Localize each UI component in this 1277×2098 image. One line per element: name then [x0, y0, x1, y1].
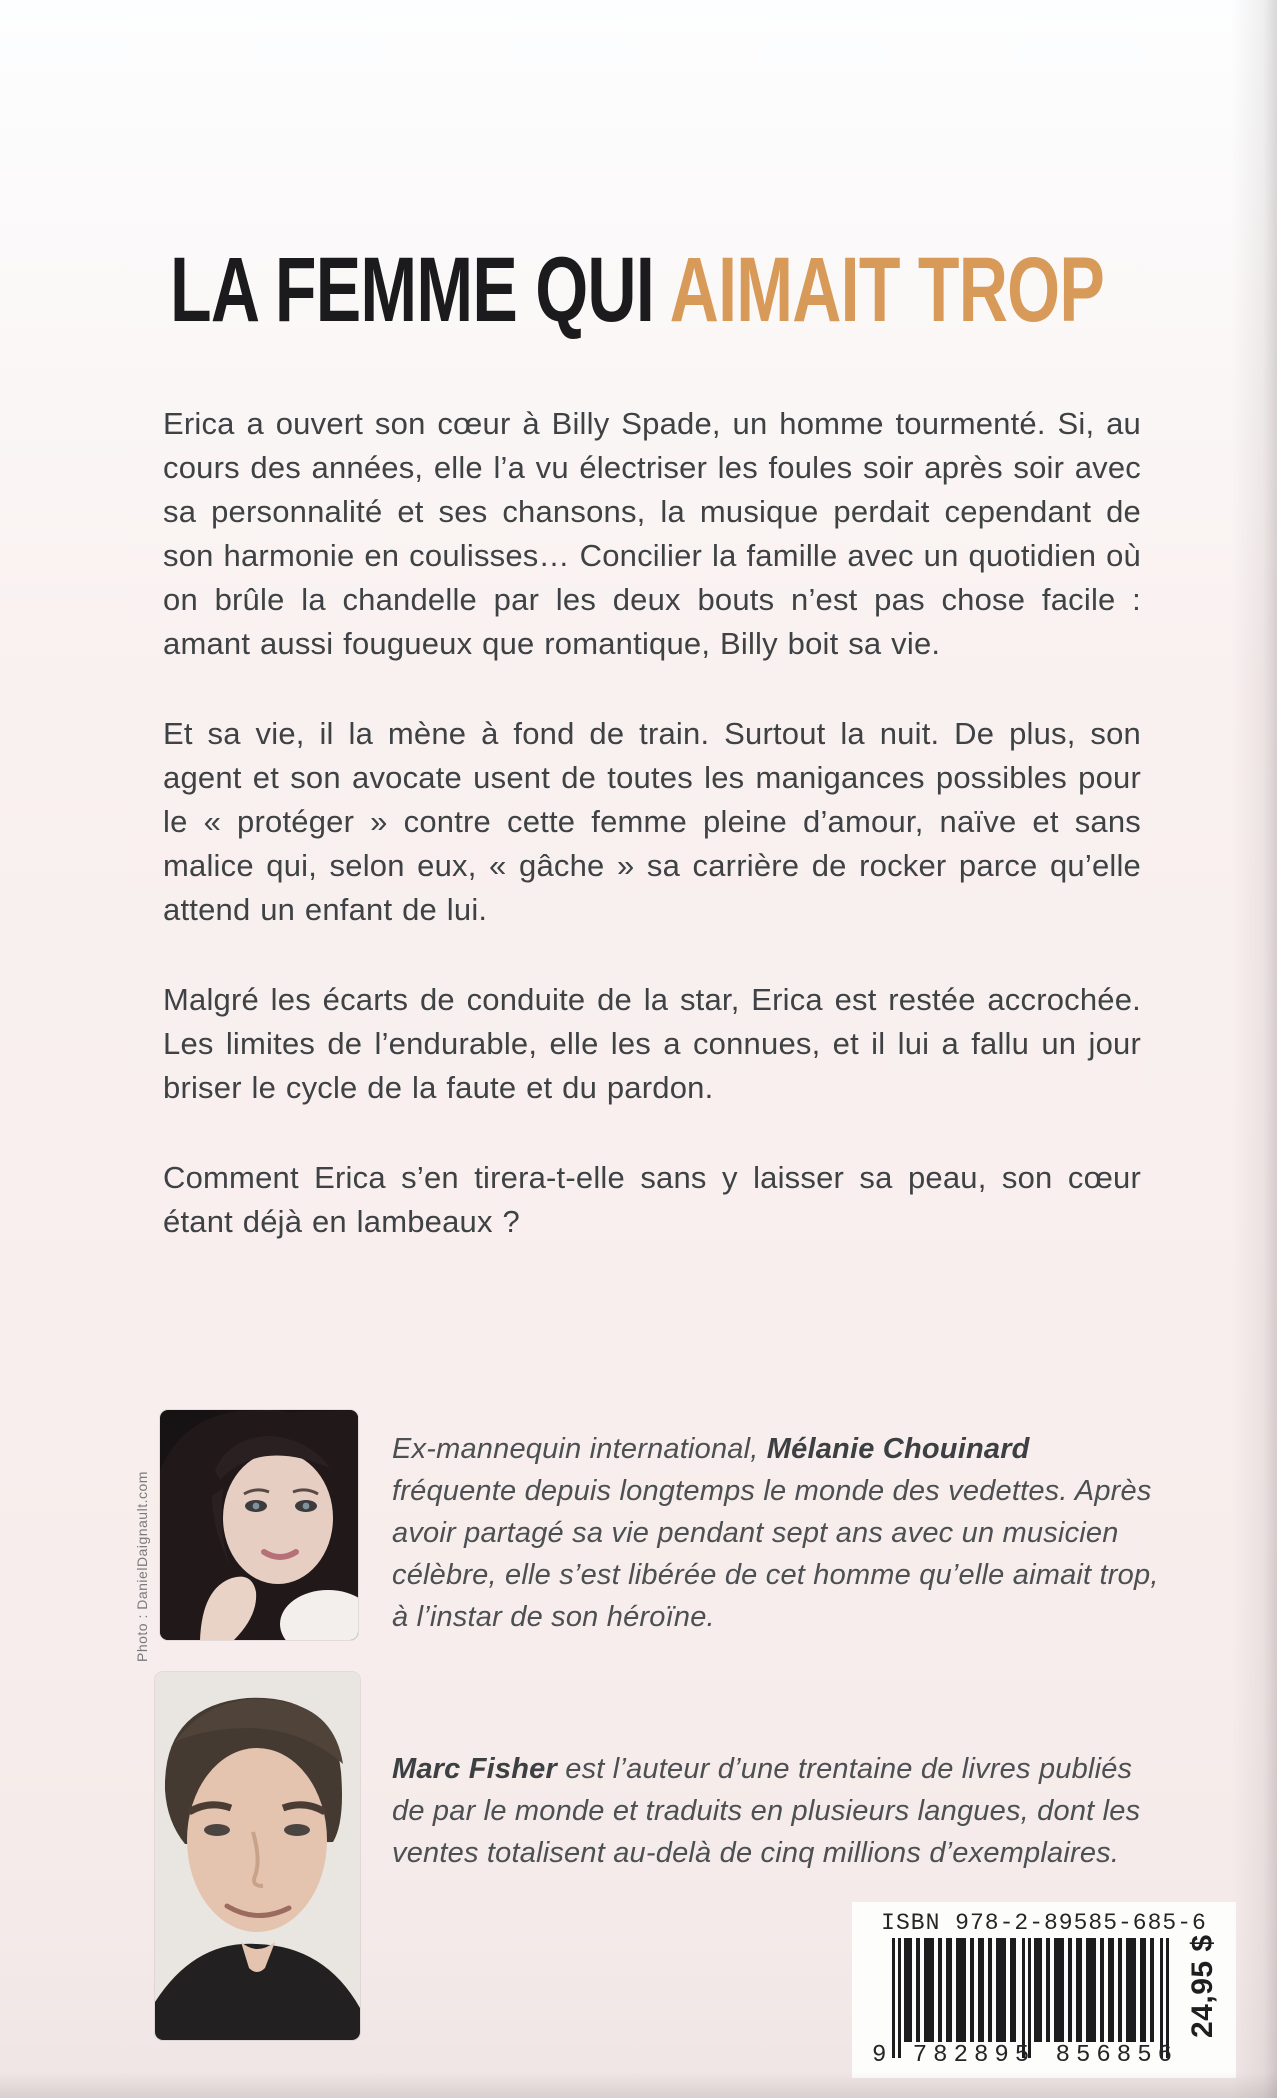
book-title-black: LA FEMME QUI	[170, 238, 670, 341]
melanie-bio-rest: fréquente depuis longtemps le monde des vedettes. Après avoir partagé sa vie pendant sept ans avec un musicien célèbre, elle s’est libérée de cet homme qu’elle aimait trop, à l’instar de son héroïne.	[392, 1475, 1159, 1633]
marc-portrait-illustration	[155, 1672, 360, 2040]
photo-credit: Photo : DanielDaignault.com	[134, 1471, 150, 1662]
page-edge-shadow-bottom	[0, 2072, 1277, 2098]
melanie-bio	[392, 1428, 1160, 1638]
marc-bio	[392, 1748, 1160, 1874]
synopsis-paragraph-1: Erica a ouvert son cœur à Billy Spade, un homme tourmenté. Si, au cours des années, elle l’a vu électriser les foules soir après soir avec sa personnalité et ses chansons, la musique perdait cependant de son harmonie en coulisses… Concilier la famille avec un quotidien où on brûle la chandelle par les deux bouts n’est pas chose facile : amant aussi fougueux que romantique, Billy boit sa vie.	[163, 406, 1141, 661]
barcode-bars	[892, 1938, 1172, 2058]
synopsis-paragraph-3: Malgré les écarts de conduite de la star, Erica est restée accrochée. Les limites de l’endurable, elle les a connues, et il lui a fallu un jour briser le cycle de la faute et du pardon.	[163, 982, 1141, 1105]
melanie-bio-prefix: Ex-mannequin international,	[392, 1433, 767, 1465]
price-label: 24,95 $	[1186, 1934, 1219, 2038]
melanie-portrait-illustration	[160, 1410, 358, 1640]
isbn-label: ISBN 978-2-89585-685-6	[881, 1910, 1207, 1936]
synopsis-paragraph-4: Comment Erica s’en tirera-t-elle sans y laisser sa peau, son cœur étant déjà en lambeaux ?	[163, 1160, 1141, 1239]
book-title	[170, 238, 1105, 341]
marc-bio-rest: est l’auteur d’une trentaine de livres publiés de par le monde et traduits en plusieurs langues, dont les ventes totalisent au-delà de cinq millions d’exemplaires.	[392, 1753, 1141, 1869]
synopsis-paragraph-2: Et sa vie, il la mène à fond de train. Surtout la nuit. De plus, son agent et son avocate usent de toutes les manigances possibles pour le « protéger » contre cette femme pleine d’amour, naïve et sans malice qui, selon eux, « gâche » sa carrière de rocker parce qu’elle attend un enfant de lui.	[163, 716, 1141, 927]
melanie-chouinard-photo	[160, 1410, 358, 1640]
synopsis	[163, 402, 1141, 1290]
book-title-accent: AIMAIT TROP	[669, 238, 1105, 341]
marc-name: Marc Fisher	[392, 1753, 557, 1785]
page-edge-shadow-right	[1231, 0, 1277, 2098]
marc-fisher-photo	[155, 1672, 360, 2040]
barcode-block	[852, 1902, 1236, 2078]
barcode-digits: 9 782895 856856	[871, 2042, 1179, 2069]
melanie-name: Mélanie Chouinard	[766, 1433, 1030, 1465]
